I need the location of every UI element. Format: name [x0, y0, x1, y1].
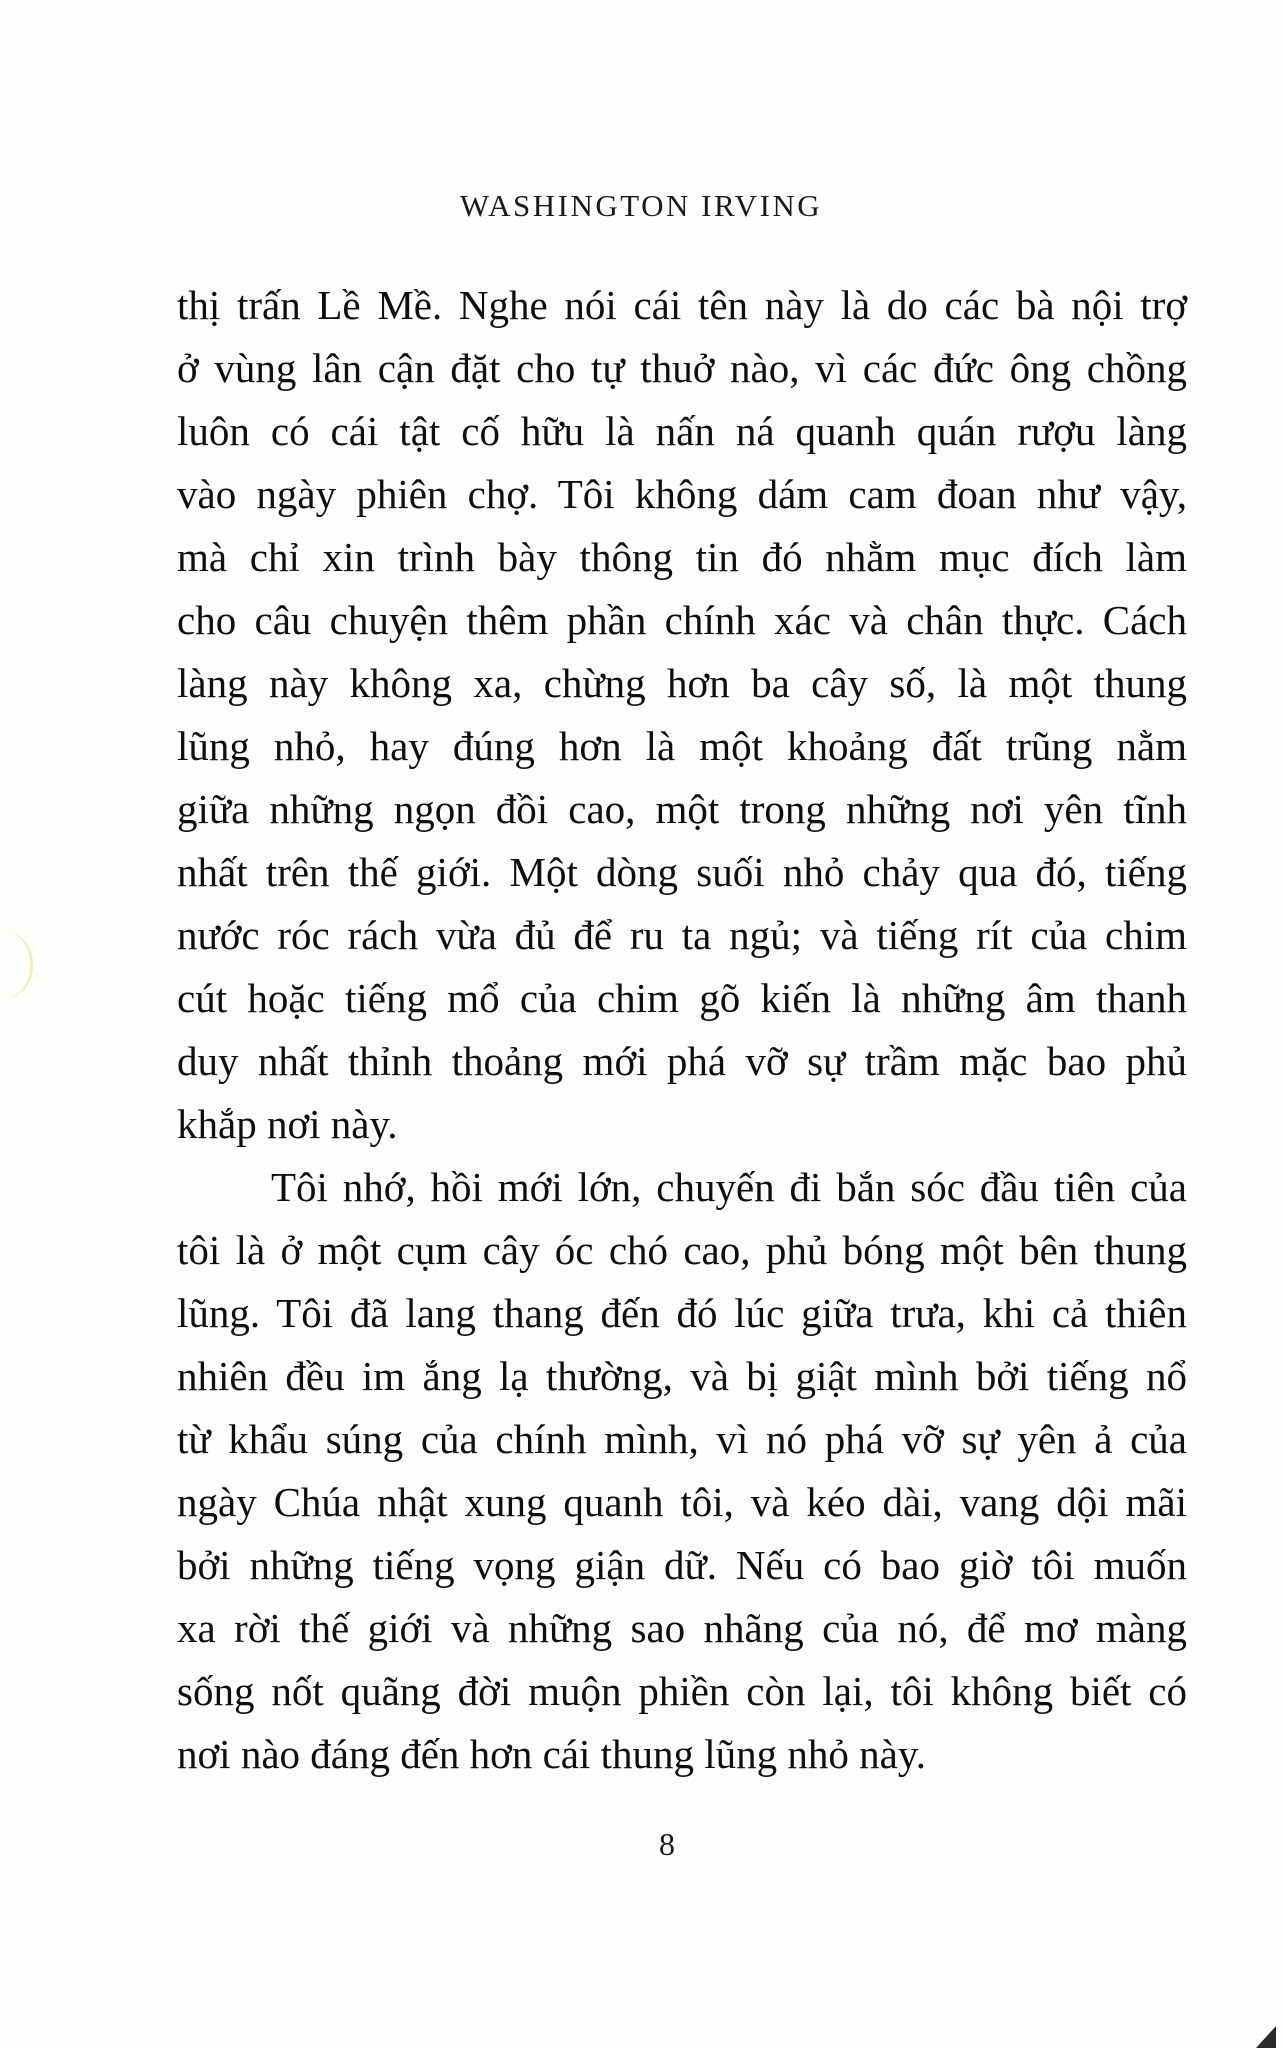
- text-line: nước róc rách vừa đủ để ru ta ngủ; và tiếng rít của chim: [177, 912, 1187, 958]
- text-line: duy nhất thỉnh thoảng mới phá vỡ sự trầm mặc bao phủ: [177, 1038, 1187, 1084]
- text-line: bởi những tiếng vọng giận dữ. Nếu có bao giờ tôi muốn: [177, 1542, 1187, 1588]
- text-line: cho câu chuyện thêm phần chính xác và chân thực. Cách: [177, 597, 1187, 643]
- text-line: mà chỉ xin trình bày thông tin đó nhằm mục đích làm: [177, 534, 1187, 580]
- text-line: ở vùng lân cận đặt cho tự thuở nào, vì các đức ông chồng: [177, 345, 1187, 391]
- text-line: từ khẩu súng của chính mình, vì nó phá vỡ sự yên ả của: [177, 1416, 1187, 1462]
- text-line: giữa những ngọn đồi cao, một trong những nơi yên tĩnh: [177, 786, 1187, 832]
- page-corner-shadow: [1256, 2026, 1276, 2048]
- text-line: sống nốt quãng đời muộn phiền còn lại, tôi không biết có: [177, 1668, 1187, 1714]
- text-line: cút hoặc tiếng mổ của chim gõ kiến là những âm thanh: [177, 975, 1187, 1021]
- text-line: khắp nơi này.: [177, 1101, 398, 1147]
- paragraph-1: [177, 274, 1187, 1156]
- body-text: [177, 274, 1187, 1786]
- page-number: 8: [659, 1826, 675, 1862]
- text-line: thị trấn Lề Mề. Nghe nói cái tên này là do các bà nội trợ: [177, 282, 1187, 328]
- text-line: Tôi nhớ, hồi mới lớn, chuyến đi bắn sóc đầu tiên của: [271, 1164, 1187, 1210]
- text-line: nơi nào đáng đến hơn cái thung lũng nhỏ này.: [177, 1731, 926, 1777]
- text-line: xa rời thế giới và những sao nhãng của nó, để mơ màng: [177, 1605, 1187, 1651]
- text-line: làng này không xa, chừng hơn ba cây số, là một thung: [177, 660, 1187, 706]
- page-edge-stain: [0, 930, 33, 1000]
- text-line: vào ngày phiên chợ. Tôi không dám cam đoan như vậy,: [177, 471, 1187, 517]
- text-line: lũng. Tôi đã lang thang đến đó lúc giữa trưa, khi cả thiên: [177, 1290, 1187, 1336]
- text-line: luôn có cái tật cố hữu là nấn ná quanh quán rượu làng: [177, 408, 1187, 454]
- running-head-author: WASHINGTON IRVING: [459, 188, 823, 223]
- text-line: nhiên đều im ắng lạ thường, và bị giật mình bởi tiếng nổ: [177, 1353, 1187, 1399]
- text-line: tôi là ở một cụm cây óc chó cao, phủ bóng một bên thung: [177, 1227, 1187, 1273]
- text-line: ngày Chúa nhật xung quanh tôi, và kéo dài, vang dội mãi: [177, 1479, 1187, 1525]
- text-line: lũng nhỏ, hay đúng hơn là một khoảng đất trũng nằm: [177, 723, 1187, 769]
- text-line: nhất trên thế giới. Một dòng suối nhỏ chảy qua đó, tiếng: [177, 849, 1187, 895]
- paragraph-2: [177, 1156, 1187, 1786]
